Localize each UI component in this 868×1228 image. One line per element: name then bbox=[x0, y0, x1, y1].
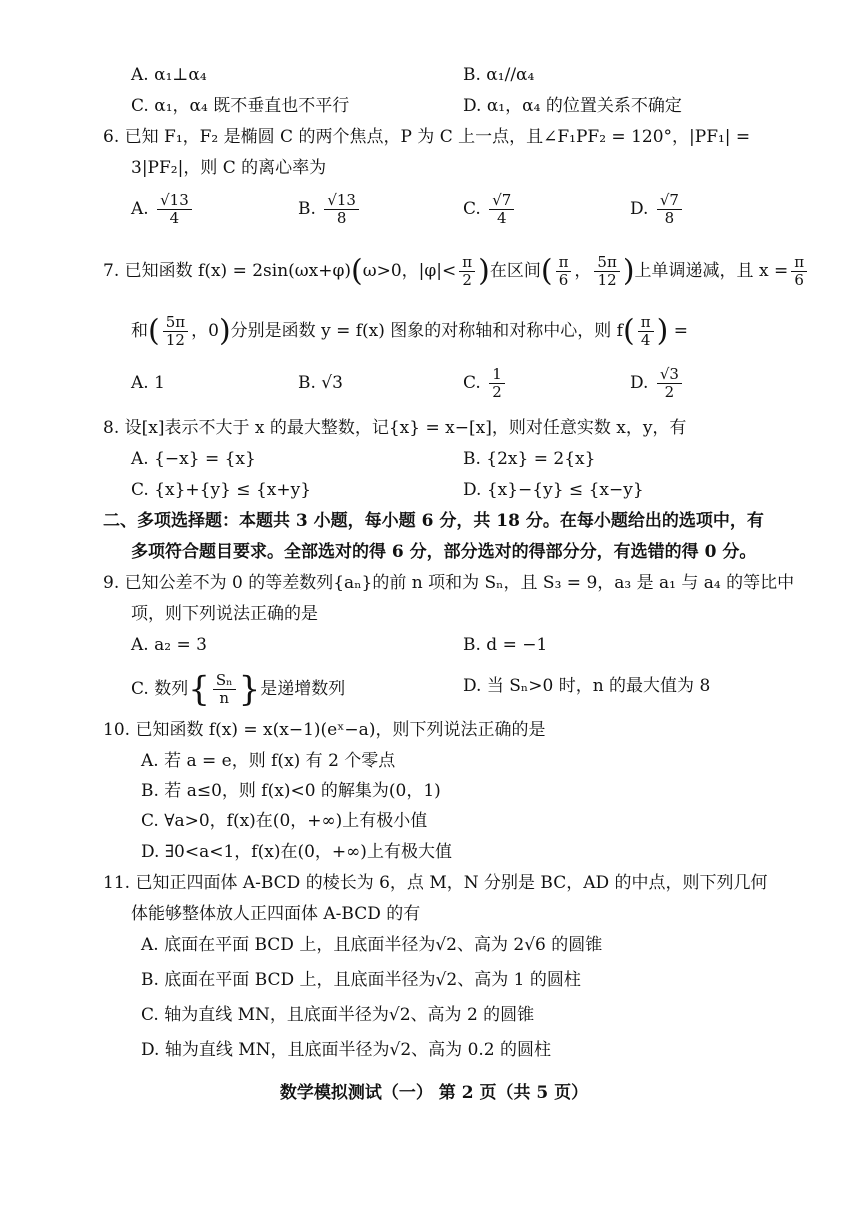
q10-option-b: B. 若 a≤0，则 f(x)<0 的解集为(0，1) bbox=[141, 781, 441, 801]
page-footer: 数学模拟测试（一） 第 2 页（共 5 页） bbox=[279, 1083, 589, 1103]
q9-option-d: D. 当 Sₙ>0 时，n 的最大值为 8 bbox=[463, 676, 711, 696]
q8-option-d: D. {x}−{y} ≤ {x−y} bbox=[463, 480, 644, 500]
q10-option-d: D. ∃0<a<1，f(x)在(0，+∞)上有极大值 bbox=[141, 842, 452, 862]
section2-heading-line1: 二、多项选择题：本题共 3 小题，每小题 6 分，共 18 分。在每小题给出的选项中，有 bbox=[103, 511, 764, 531]
q5-option-a: A. α₁⊥α₄ bbox=[131, 65, 207, 85]
q7-stem-line1: 7. 已知函数 f(x) = 2sin(ωx+φ)(ω>0，|φ|< $\frac{\pi}{2}$ )在区间( $\frac{\pi}{6}$ ， $\frac{5\pi}{12}$ )上单调递减，且 x = $\frac{\pi}{6}$ bbox=[103, 254, 810, 289]
q6-option-c bbox=[463, 192, 517, 227]
q8-option-b: B. {2x} = 2{x} bbox=[463, 449, 596, 469]
option-label: C. bbox=[463, 199, 481, 219]
q10-option-a: A. 若 a = e，则 f(x) 有 2 个零点 bbox=[141, 751, 396, 771]
q6-option-d bbox=[630, 192, 685, 227]
q5-option-d: D. α₁，α₄ 的位置关系不确定 bbox=[463, 96, 682, 116]
fraction: $\frac{√7}{4}$ bbox=[489, 192, 514, 227]
q7-option-b: B. √3 bbox=[298, 373, 343, 393]
q11-option-b: B. 底面在平面 BCD 上，且底面半径为√2、高为 1 的圆柱 bbox=[141, 970, 581, 990]
fraction: $\frac{√7}{8}$ bbox=[657, 192, 682, 227]
option-label: A. bbox=[131, 199, 149, 219]
q7-option-c: C. $\frac{1}{2}$ bbox=[463, 366, 508, 401]
option-label: D. bbox=[630, 199, 649, 219]
q6-option-a bbox=[131, 192, 195, 227]
q10-option-c: C. ∀a>0，f(x)在(0，+∞)上有极小值 bbox=[141, 811, 428, 831]
q8-option-a: A. {−x} = {x} bbox=[131, 449, 256, 469]
q7-option-d: D. $\frac{√3}{2}$ bbox=[630, 366, 685, 401]
q7-option-a: A. 1 bbox=[131, 373, 165, 393]
q8-stem: 8. 设[x]表示不大于 x 的最大整数，记{x} = x−[x]，则对任意实数 x，y，有 bbox=[103, 418, 687, 438]
q11-stem-line2: 体能够整体放人正四面体 A-BCD 的有 bbox=[131, 904, 421, 924]
option-label: B. bbox=[298, 199, 316, 219]
q9-option-a: A. a₂ = 3 bbox=[131, 635, 207, 655]
q6-stem-line2: 3|PF₂|，则 C 的离心率为 bbox=[131, 158, 327, 178]
q8-option-c: C. {x}+{y} ≤ {x+y} bbox=[131, 480, 312, 500]
q9-stem-line1: 9. 已知公差不为 0 的等差数列{aₙ}的前 n 项和为 Sₙ，且 S₃ = 9，a₃ 是 a₁ 与 a₄ 的等比中 bbox=[103, 573, 795, 593]
q9-option-b: B. d = −1 bbox=[463, 635, 548, 655]
q5-option-b: B. α₁//α₄ bbox=[463, 65, 535, 85]
fraction: $\frac{√13}{4}$ bbox=[157, 192, 192, 227]
q11-stem-line1: 11. 已知正四面体 A-BCD 的棱长为 6，点 M，N 分别是 BC，AD 的中点，则下列几何 bbox=[103, 873, 768, 893]
q10-stem: 10. 已知函数 f(x) = x(x−1)(eˣ−a)，则下列说法正确的是 bbox=[103, 720, 546, 740]
section2-heading-line2: 多项符合题目要求。全部选对的得 6 分，部分选对的得部分分，有选错的得 0 分。 bbox=[131, 542, 757, 562]
q5-option-c: C. α₁，α₄ 既不垂直也不平行 bbox=[131, 96, 350, 116]
q6-option-b bbox=[298, 192, 362, 227]
q7-stem-line2: 和( $\frac{5\pi}{12}$ ，0)分别是函数 y = f(x) 图象的对称轴和对称中心，则 f( $\frac{\pi}{4}$ ) = bbox=[131, 313, 688, 349]
q11-option-a: A. 底面在平面 BCD 上，且底面半径为√2、高为 2√6 的圆锥 bbox=[141, 935, 603, 955]
q11-option-c: C. 轴为直线 MN，且底面半径为√2、高为 2 的圆锥 bbox=[141, 1005, 535, 1025]
q11-option-d: D. 轴为直线 MN，且底面半径为√2、高为 0.2 的圆柱 bbox=[141, 1040, 552, 1060]
q9-stem-line2: 项，则下列说法正确的是 bbox=[131, 604, 318, 624]
q6-stem-line1: 6. 已知 F₁，F₂ 是椭圆 C 的两个焦点，P 为 C 上一点，且∠F₁PF₂ = 120°，|PF₁| = bbox=[103, 127, 751, 147]
fraction: $\frac{√13}{8}$ bbox=[324, 192, 359, 227]
q9-option-c: C. 数列{ $\frac{\text{Sₙ}}{n}$ }是递增数列 bbox=[131, 669, 346, 710]
